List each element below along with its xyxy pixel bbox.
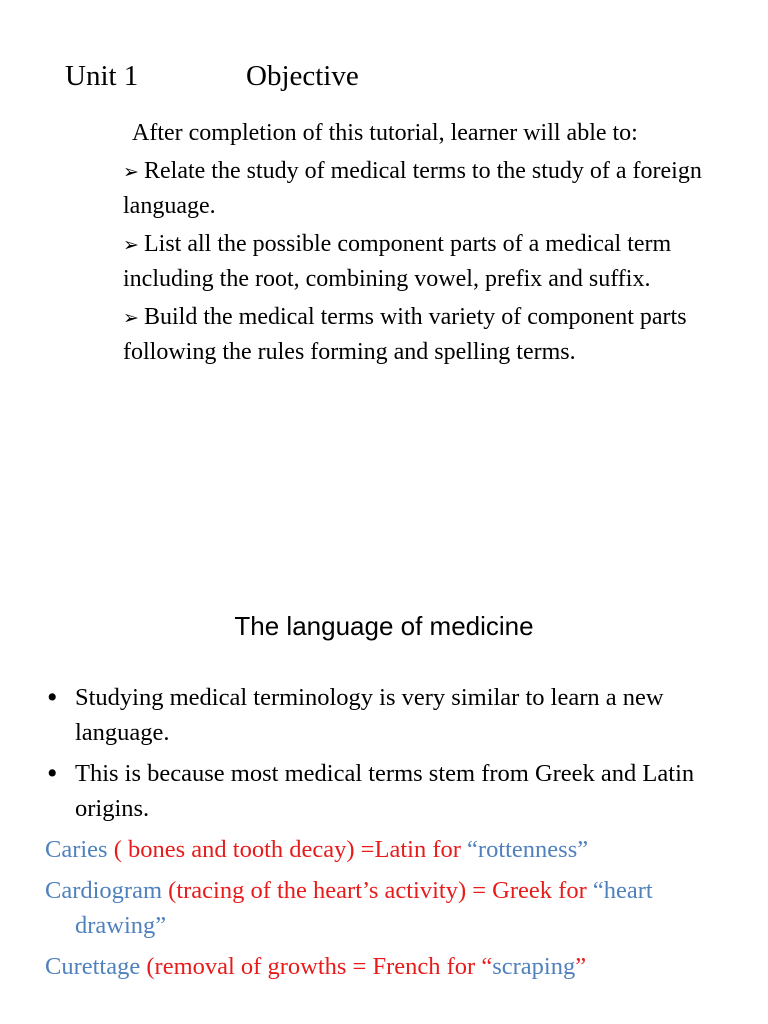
objective-text: List all the possible component parts of a medical term including the root, combining vowel, prefix and suffix.: [123, 231, 672, 292]
term-meaning: scraping: [492, 953, 576, 980]
arrow-bullet-icon: ➢: [123, 161, 139, 183]
bullet-text: This is because most medical terms stem from Greek and Latin origins.: [75, 760, 695, 822]
term-entry-curettage: [45, 949, 735, 984]
term-meaning: “rottenness”: [467, 836, 589, 863]
term-meaning: “heart drawing”: [75, 877, 653, 939]
bullet-text: Studying medical terminology is very similar to learn a new language.: [75, 684, 664, 746]
term-word: Curettage: [45, 953, 141, 980]
unit-label: Unit 1: [65, 60, 139, 92]
bullet-dot-icon: •: [45, 683, 60, 712]
term-word: Caries: [45, 836, 108, 863]
term-entry-cardiogram: [45, 873, 735, 943]
term-quote-close: ”: [575, 953, 587, 980]
slide-language-of-medicine: [0, 512, 768, 1024]
objective-item: [123, 227, 723, 296]
term-word: Cardiogram: [45, 877, 163, 904]
arrow-bullet-icon: ➢: [123, 307, 139, 329]
bullet-item: [45, 680, 735, 750]
term-definition: (removal of growths = French for: [140, 953, 482, 980]
objective-body: [123, 116, 723, 373]
term-definition: (tracing of the heart’s activity) = Greek for: [162, 877, 593, 904]
arrow-bullet-icon: ➢: [123, 234, 139, 256]
intro-text: After completion of this tutorial, learner will able to:: [132, 120, 638, 146]
slide-title: The language of medicine: [234, 611, 534, 641]
objective-text: Build the medical terms with variety of component parts following the rules forming and spelling terms.: [123, 304, 687, 365]
term-quote-open: “: [481, 953, 493, 980]
objective-item: [123, 300, 723, 369]
term-definition: ( bones and tooth decay) =Latin for: [107, 836, 468, 863]
objective-text: Relate the study of medical terms to the study of a foreign language.: [123, 158, 702, 219]
content-list: [45, 680, 735, 990]
objective-heading: Objective: [246, 60, 359, 92]
term-entry-caries: [45, 832, 735, 867]
objective-item: [123, 154, 723, 223]
bullet-dot-icon: •: [45, 759, 60, 788]
slide-title-row: [65, 58, 359, 94]
bullet-item: [45, 756, 735, 826]
